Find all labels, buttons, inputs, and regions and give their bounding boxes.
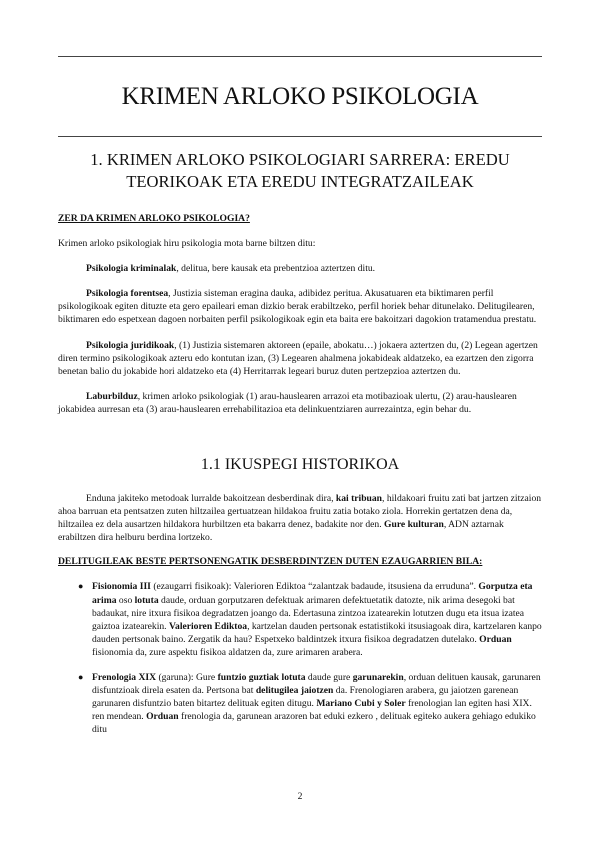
text: , krimen arloko psikologiak (1) arau-hauslearen arrazoi eta motibazioak ulertu, (2) arau-hauslearen jokabidea aurresan eta (3) arau-hauslearen errehabilitazioa eta delinkuentziaren aurrezaintza, egin behar du. xyxy=(58,390,517,415)
term: Orduan xyxy=(479,633,512,645)
text: (garuna): Gure xyxy=(156,672,218,684)
text: oso xyxy=(116,594,135,606)
top-rule xyxy=(58,56,542,57)
text: , Justizia sisteman eragina dauka, adibidez peritua. Akusatuaren eta biktimaren perfil psikologikoak egiten dituzte eta gero epaileari eman dizkio berak erabiltzeko, perfil horiek behar ditunelako. Delitugilearen, biktimaren edo espetxean dagoen norbaiten perfil psikologikoak egin eta baita ere bakoitzari dagokion tratamendua prestatu. xyxy=(58,288,537,326)
term: Psikologia juridikoak xyxy=(86,339,175,351)
section-1-1-heading: 1.1 IKUSPEGI HISTORIKOA xyxy=(200,456,400,473)
section-1-1-body xyxy=(58,492,542,737)
text: , hildakoari fruitu zati bat jartzen zitzaion ahoa barruan eta pentsatzen zuten hiltzailea gertuatzean hildakoa fruitu zatia botako ziola. Horrekin gertatzen dena da, hiltzailea ez dela ausartzen hildakora hurbiltzen eta bakarra denez, badakite nor den. xyxy=(58,493,542,531)
term: Frenologia XIX xyxy=(92,672,157,684)
text: (ezaugarri fisikoak): Valerioren Ediktoa “zalantzak badaude, itsusiena da erruduna”. xyxy=(150,581,479,593)
paragraph-forensic-psychology xyxy=(58,287,542,326)
text: , delitua, bere kausak eta prebentzioa aztertzen ditu. xyxy=(176,263,376,275)
term: Psikologia kriminalak xyxy=(86,263,177,275)
term: Mariano Cubi y Soler xyxy=(316,698,406,710)
paragraph-summary xyxy=(58,390,542,416)
text: , (1) Justizia sistemaren aktoreen (epaile, abokatu…) jokaera aztertzen du, (2) Legean agertzen diren termino psikologikoak azteru edo kontutan izan, (3) Legearen ahalmena jokabideak aldatzeko, ea ezartzen den zigorra benetan balio du jokabide hori aldatzeko eta (4) Herritarrak legeari buruz duten pertzepzioa aztertzen du. xyxy=(58,339,538,377)
section-1-1-subheading: DELITUGILEAK BESTE PERTSONENGATIK DESBERDINTZEN DUTEN EZAUGARRIEN BILA: xyxy=(58,556,483,568)
section-1-body xyxy=(58,212,542,416)
paragraph-criminal-psychology xyxy=(58,262,542,275)
term: Psikologia forentsea xyxy=(86,288,169,300)
term: garunarekin xyxy=(352,672,404,684)
list-item-physiognomy xyxy=(58,580,542,659)
bullet-icon: ● xyxy=(78,672,84,683)
term: Fisionomia III xyxy=(92,581,151,593)
title-rule xyxy=(58,136,542,137)
term: Gorputza eta arima xyxy=(92,581,533,606)
text: da. Frenologiaren arabera, gu jaiotzen garenean garunaren disfuntzio baten bitartez delituak egiten ditugu. xyxy=(92,685,519,710)
intro-paragraph: Krimen arloko psikologiak hiru psikologia mota barne biltzen ditu: xyxy=(58,238,316,250)
term: lotuta xyxy=(134,594,159,606)
term: Gure kulturan xyxy=(384,519,444,531)
text: frenologia da, garunean arazoren bat eduki ezkero , delituak egiteko aukera gehiago edukiko ditu xyxy=(92,711,536,736)
text: , kartzelan dauden pertsonak estatistikoki itsusiagoak dira, kartzelaren kanpo dauden pertsonak baino. Zergatik da hau? Espetxeko baldintzek itxura fisikoa degradatzen dutelako. xyxy=(92,620,542,645)
section-1-heading: 1. KRIMEN ARLOKO PSIKOLOGIARI SARRERA: EREDU TEORIKOAK ETA EREDU INTEGRATZAILEAK xyxy=(90,150,510,191)
list-item-phrenology xyxy=(58,671,542,736)
text: , ADN aztarnak erabiltzen dira helburu berdina lortzeko. xyxy=(58,519,504,544)
term: Laburbilduz xyxy=(86,390,138,402)
term: delitugilea jaiotzen xyxy=(255,685,334,697)
text: Enduna jakiteko metodoak lurralde bakoitzean desberdinak dira, xyxy=(86,493,336,504)
term: Valerioren Ediktoa xyxy=(168,620,248,632)
section-1-subheading: ZER DA KRIMEN ARLOKO PSIKOLOGIA? xyxy=(58,213,250,224)
text: frenologian lan egiten hasi XIX. ren mendean. xyxy=(92,698,532,723)
history-paragraph xyxy=(58,492,542,544)
text: daude gure xyxy=(305,672,353,684)
characteristics-list xyxy=(58,580,542,736)
text: daude, orduan gorputzaren defektuak arimaren defektuetatik datozte, nik arima desegoki bat badaukat, nire itxura fisikoa degradatzen joango da. Edertasuna zintzoa izatearekin lotutzen dugu eta itsua izatea gaiztoa izatearekin. xyxy=(92,594,525,632)
term: funtzio guztiak lotuta xyxy=(217,672,306,684)
text: fisionomia da, zure aspektu fisikoa aldatzen da, zure arimaren arabera. xyxy=(92,646,363,658)
paragraph-legal-psychology xyxy=(58,339,542,378)
text: , orduan delituen kausak, garunaren disfuntzioak direla esaten da. Pertsona bat xyxy=(92,672,541,697)
document-title: KRIMEN ARLOKO PSIKOLOGIA xyxy=(121,83,479,110)
page-number: 2 xyxy=(297,791,303,802)
term: Orduan xyxy=(146,711,179,723)
bullet-icon: ● xyxy=(78,581,84,592)
term: kai tribuan xyxy=(335,493,383,504)
